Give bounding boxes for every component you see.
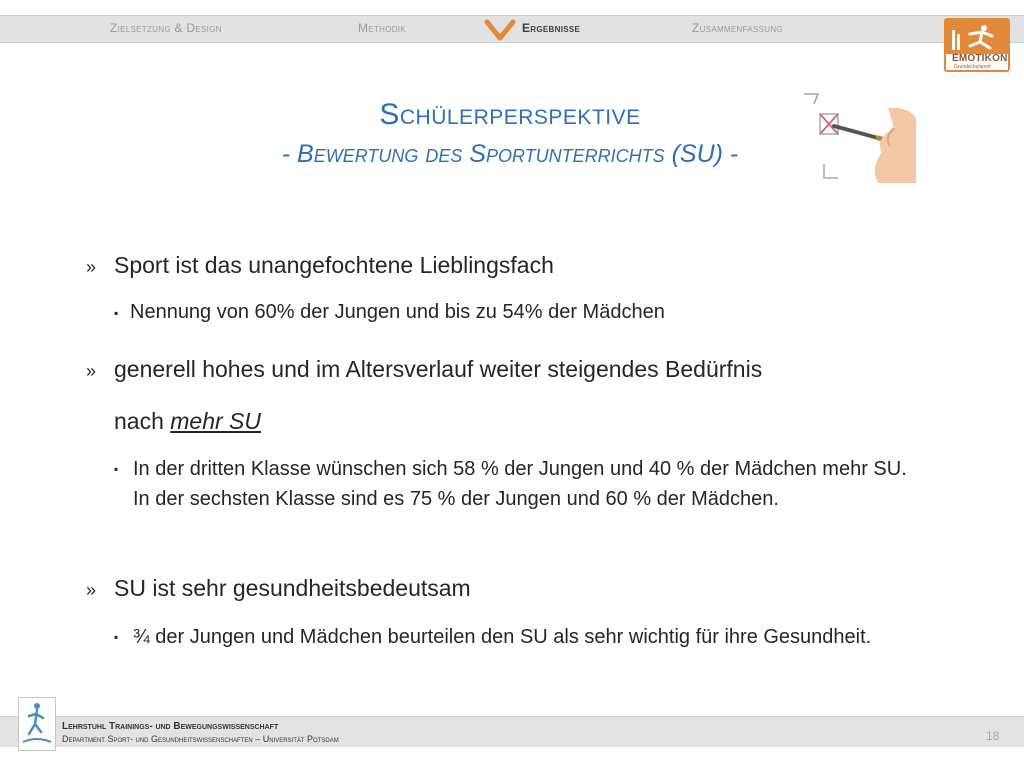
sub-bullet-marker: ▪ <box>114 462 119 476</box>
sub-bullet-marker: ▪ <box>114 306 119 320</box>
page-number: 18 <box>986 729 1000 743</box>
bullet-2-emphasis: mehr SU <box>170 408 262 434</box>
bullet-1-text: Sport ist das unangefochtene Lieblingsfach <box>114 252 554 278</box>
slide-subtitle: - Bewertung des Sportunterrichts (SU) - <box>281 140 739 168</box>
nav-item-zusammenfassung[interactable]: Zusammenfassung <box>692 21 783 35</box>
runner-icon <box>19 698 55 750</box>
nav-item-zielsetzung[interactable]: Zielsetzung & Design <box>110 21 222 35</box>
bullet-2-prefix: nach <box>114 408 171 434</box>
bullet-3-sub-text: ¾ der Jungen und Mädchen beurteilen den SU als sehr wichtig für ihre Gesundheit. <box>133 626 872 648</box>
bullet-marker: » <box>86 257 97 277</box>
bullet-2 <box>86 356 762 383</box>
bullet-2-line-1: generell hohes und im Altersverlauf weiter steigendes Bedürfnis <box>114 356 763 382</box>
bullet-3-sub <box>114 622 944 652</box>
slide-title: Schülerperspektive <box>379 98 641 131</box>
university-logo <box>18 697 56 751</box>
sub-bullet-marker: ▪ <box>114 630 119 644</box>
bullet-3 <box>86 575 471 602</box>
nav-item-methodik[interactable]: Methodik <box>358 21 406 35</box>
bullet-2-line-2 <box>114 408 261 435</box>
bullet-2-sub <box>114 454 914 514</box>
footer-department: Department Sport- und Gesundheitswissenschaften – Universität Potsdam <box>62 734 339 744</box>
logo-text: EMOTIKON <box>952 53 1008 64</box>
athlete-icon <box>946 20 1008 54</box>
bullet-3-text: SU ist sehr gesundheitsbedeutsam <box>114 575 471 601</box>
bullet-marker: » <box>86 580 97 600</box>
emotikon-logo <box>944 18 1010 72</box>
bullet-2-sub-text: In der dritten Klasse wünschen sich 58 % der Jungen und 40 % der Mädchen mehr SU. In der sechsten Klasse sind es 75 % der Jungen und 60 % der Mädchen. <box>133 458 907 510</box>
footer-chair-name: Lehrstuhl Trainings- und Bewegungswissenschaft <box>62 721 279 732</box>
bullet-1-sub-text: Nennung von 60% der Jungen und bis zu 54% der Mädchen <box>130 301 665 323</box>
nav-item-ergebnisse[interactable]: Ergebnisse <box>522 21 581 35</box>
bullet-marker: » <box>86 361 97 381</box>
bullet-1-sub <box>114 297 874 327</box>
chevron-down-icon <box>484 18 516 46</box>
pen-checkbox-icon <box>798 88 918 183</box>
bullet-1 <box>86 252 554 279</box>
logo-subtext: Grundschulsport <box>954 64 991 70</box>
